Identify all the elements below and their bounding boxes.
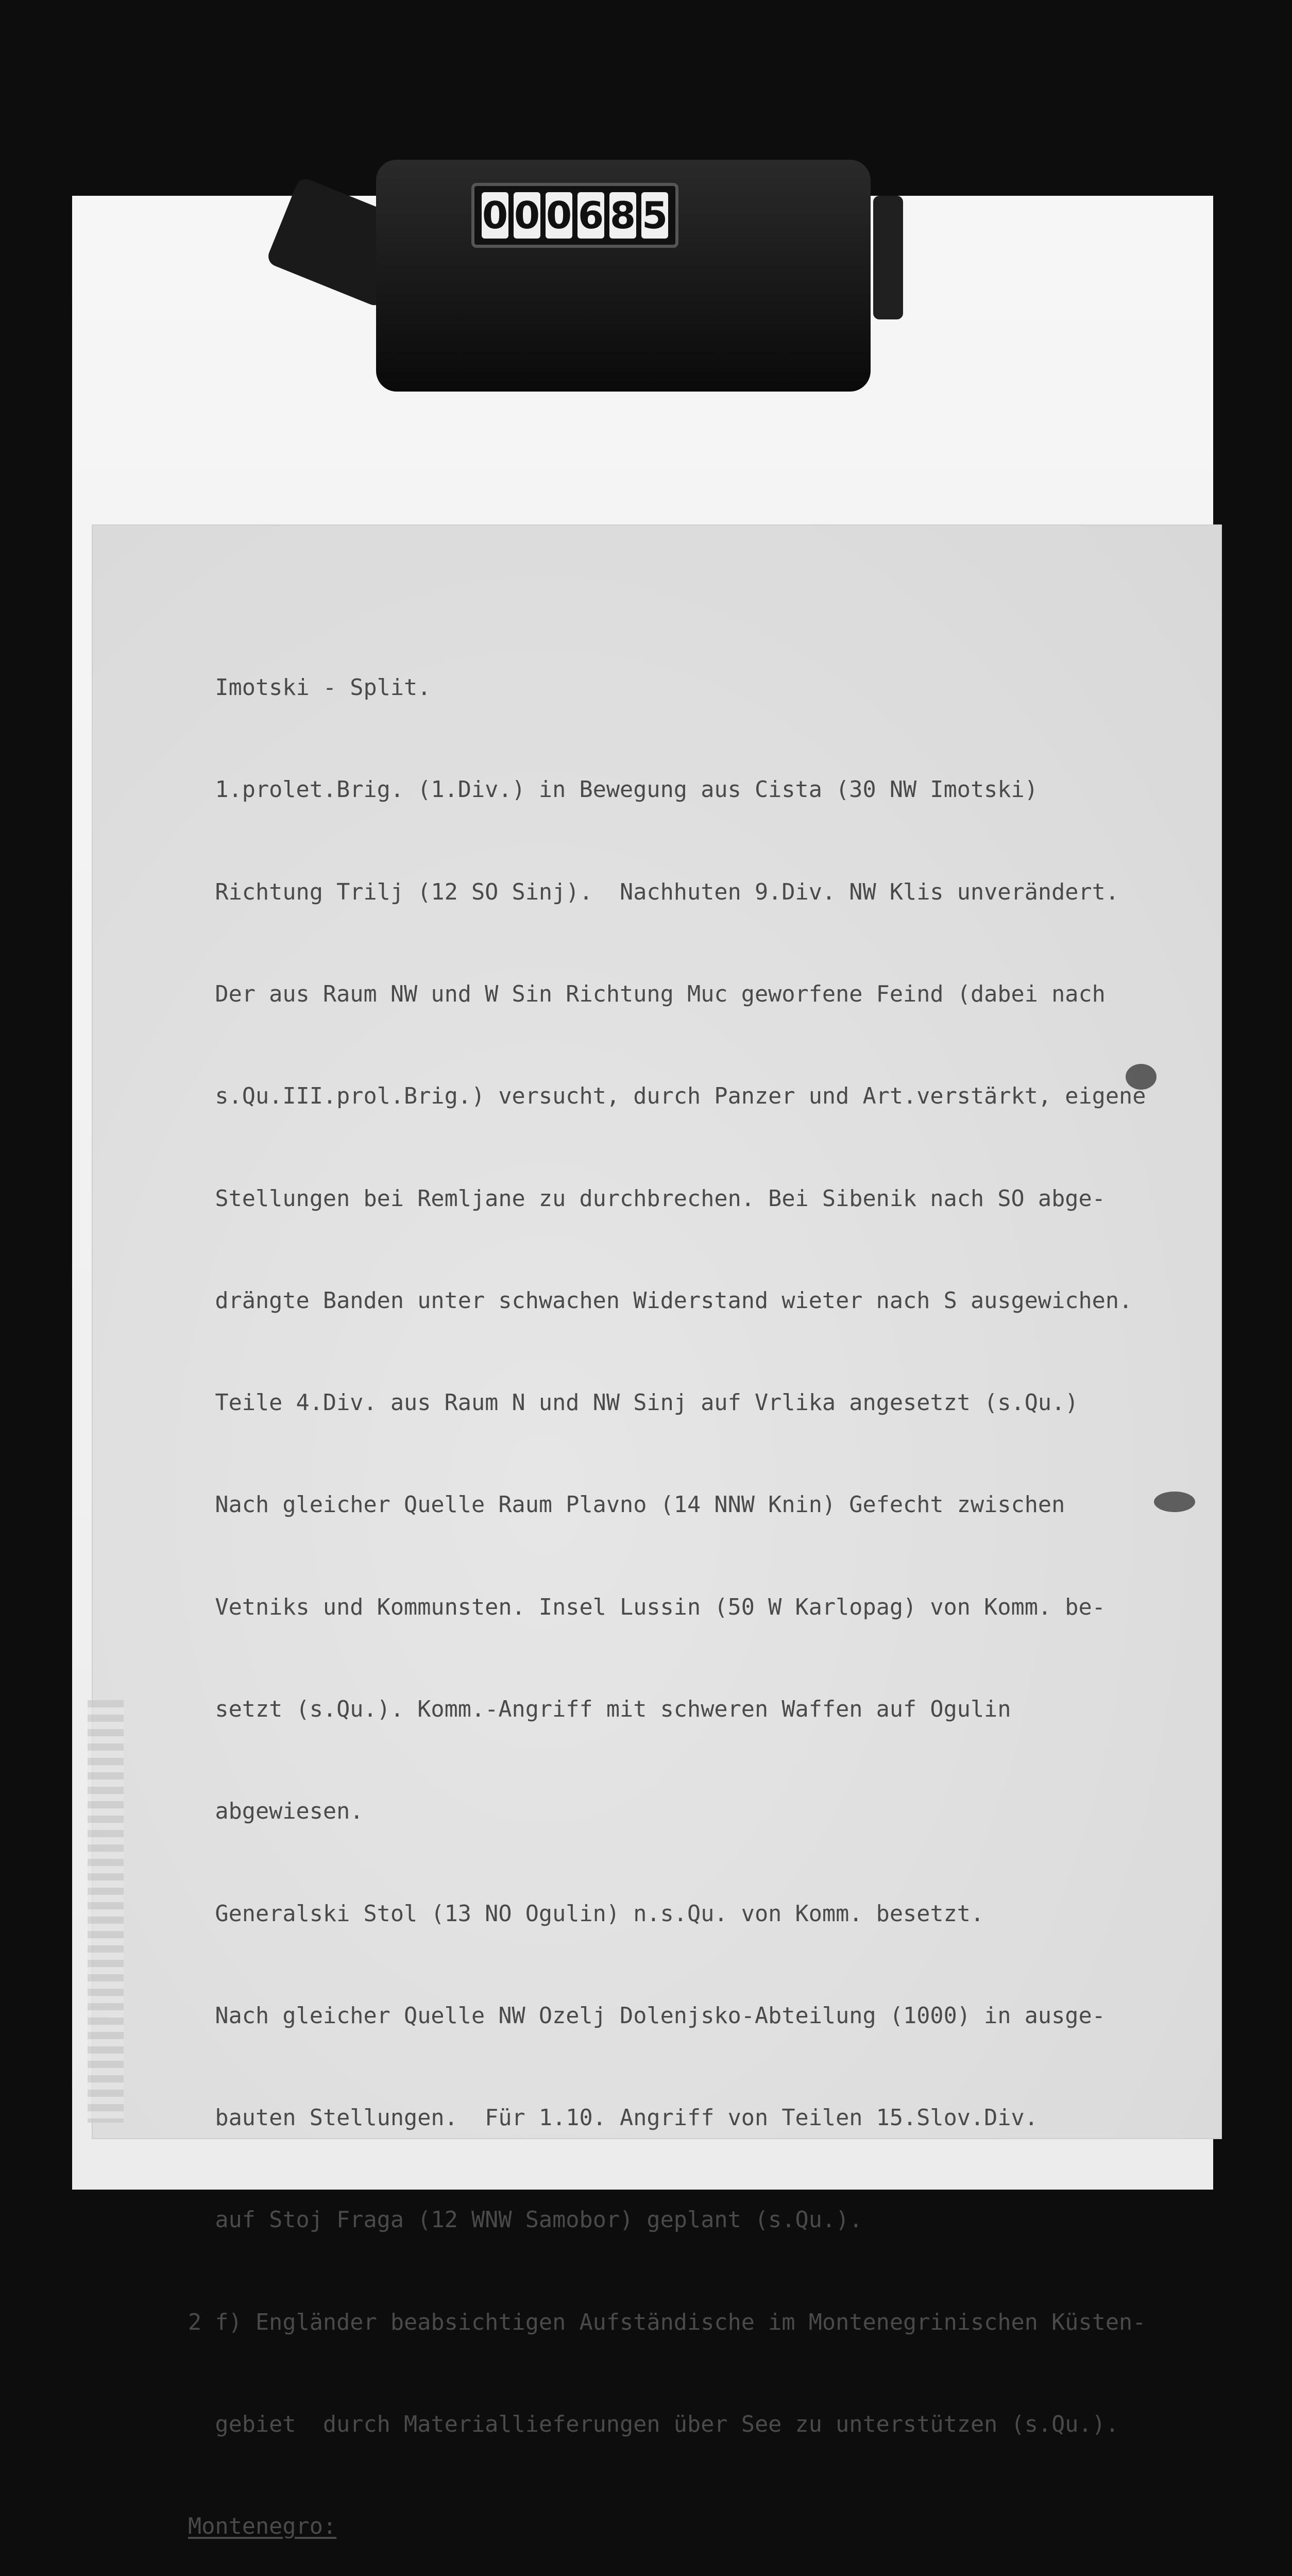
counter-digit: 0 bbox=[514, 192, 540, 239]
text-line: Imotski - Split. bbox=[188, 675, 431, 701]
section-heading-montenegro: Montenegro: bbox=[188, 2514, 337, 2540]
text-line: 2 f) Engländer beabsichtigen Aufständische im Montenegrinischen Küsten- bbox=[188, 2309, 1146, 2335]
counter-knob bbox=[873, 196, 903, 319]
text-line: Teile 4.Div. aus Raum N und NW Sinj auf Vrlika angesetzt (s.Qu.) bbox=[188, 1390, 1079, 1416]
text-line: setzt (s.Qu.). Komm.-Angriff mit schweren Waffen auf Ogulin bbox=[188, 1697, 1011, 1722]
text-line: gebiet durch Materiallieferungen über See zu unterstützen (s.Qu.). bbox=[188, 2411, 1119, 2437]
text-line: Generalski Stol (13 NO Ogulin) n.s.Qu. von Komm. besetzt. bbox=[188, 1901, 984, 1927]
counter-digit: 8 bbox=[609, 192, 636, 239]
text-line: Nach gleicher Quelle Raum Plavno (14 NNW Knin) Gefecht zwischen bbox=[188, 1492, 1065, 1518]
text-line: auf Stoj Fraga (12 WNW Samobor) geplant (s.Qu.). bbox=[188, 2207, 863, 2233]
frame-counter bbox=[471, 183, 678, 248]
text-line: Vetniks und Kommunsten. Insel Lussin (50 W Karlopag) von Komm. be- bbox=[188, 1594, 1106, 1620]
counter-digit: 5 bbox=[641, 192, 668, 239]
counter-digit: 0 bbox=[482, 192, 508, 239]
text-line: Der aus Raum NW und W Sin Richtung Muc geworfene Feind (dabei nach bbox=[188, 981, 1106, 1008]
text-line: bauten Stellungen. Für 1.10. Angriff von Teilen 15.Slov.Div. bbox=[188, 2105, 1038, 2131]
document-body bbox=[188, 603, 1218, 2576]
text-line: Richtung Trilj (12 SO Sinj). Nachhuten 9.Div. NW Klis unverändert. bbox=[188, 879, 1119, 905]
text-line: Nach gleicher Quelle NW Ozelj Dolenjsko-Abteilung (1000) in ausge- bbox=[188, 2003, 1106, 2029]
torn-paper-edge bbox=[88, 1700, 124, 2123]
text-line: Stellungen bei Remljane zu durchbrechen. Bei Sibenik nach SO abge- bbox=[188, 1185, 1106, 1212]
text-line: 1.prolet.Brig. (1.Div.) in Bewegung aus Cista (30 NW Imotski) bbox=[188, 777, 1038, 803]
counter-digit: 0 bbox=[546, 192, 572, 239]
text-line: s.Qu.III.prol.Brig.) versucht, durch Panzer und Art.verstärkt, eigene bbox=[188, 1083, 1146, 1110]
text-line: abgewiesen. bbox=[188, 1799, 364, 1825]
text-line: drängte Banden unter schwachen Widerstand wieter nach S ausgewichen. bbox=[188, 1287, 1133, 1314]
counter-digit: 6 bbox=[577, 192, 604, 239]
